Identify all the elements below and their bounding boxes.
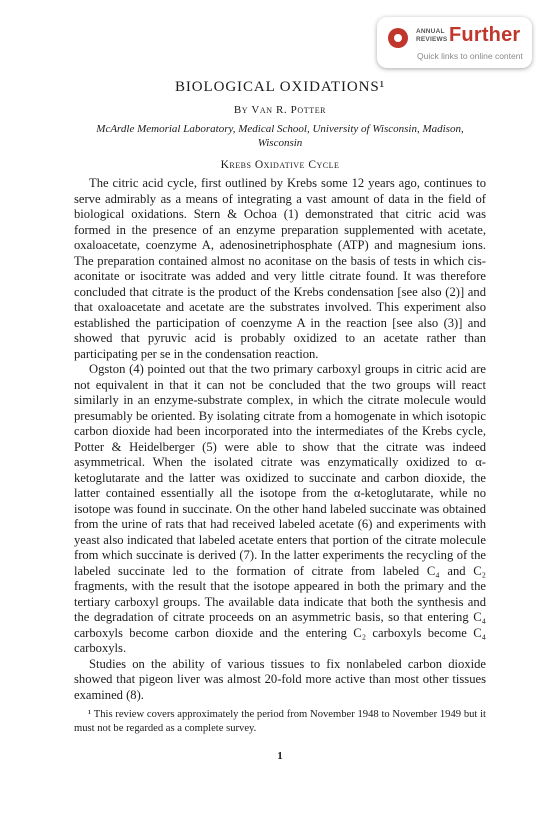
further-badge[interactable] (377, 17, 532, 68)
article-body (74, 176, 486, 703)
publisher-label: ANNUAL REVIEWS (416, 28, 448, 43)
body-paragraph: Studies on the ability of various tissues to fix nonlabeled carbon dioxide showed that pigeon liver was almost 20-fold more active than most other tissues examined (8). (74, 656, 486, 702)
footnote-text: ¹ This review covers approximately the period from November 1948 to November 1949 but it must not be regarded as a complete survey. (74, 709, 486, 734)
further-brand: Further (449, 24, 521, 46)
quick-links-tagline: Quick links to online content (417, 51, 523, 61)
author-affiliation: McArdle Memorial Laboratory, Medical School, University of Wisconsin, Madison, Wisconsin (96, 123, 464, 149)
article-author: By Van R. Potter (233, 104, 327, 116)
footnote (74, 708, 486, 735)
body-paragraph: The citric acid cycle, first outlined by Krebs some 12 years ago, continues to serve admirably as a means of integrating a vast amount of data in the field of biological oxidations. Stern & Ochoa (1) demonstrated that citric acid was formed in the presence of an enzyme preparation supplemented with acetate, oxaloacetate, coenzyme A, adenosinetriphosphate (ATP) and magnesium ions. The preparation contained almost no aconitase on the basis of tests in which cis-aconitate or isocitrate was added and very little citrate found. It was therefore concluded that citrate is the product of the Krebs condensation [see also (2)] and that oxaloacetate and acetate are the substrates involved. This experiment also established the participation of coenzyme A in the reaction [see also (3)] and showed that pyruvic acid is probably oxidized to an acetate rather than participating per se in the condensation reaction. (74, 176, 486, 361)
body-paragraph: Ogston (4) pointed out that the two primary carboxyl groups in citric acid are not equivalent in that it can not be concluded that the two groups will react similarly in an enzyme-substrate complex, in which the citrate molecule would presumably be oriented. By isolating citrate from a homogenate in which isotopic carbon dioxide had been incorporated into the intermediates of the Krebs cycle, Potter & Heidelberger (5) were able to show that the citrate was indeed asymmetrical. When the isolated citrate was enzymatically oxidized to α-ketoglutarate and the latter was oxidized to succinate and carbon dioxide, the latter contained essentially all the isotope from the α-ketoglutarate, while no isotope was found in succinate. On the other hand labeled succinate was obtained from the urine of rats that had received labeled acetate (6) and experiments with yeast also indicated that labeled acetate enters that portion of the citrate molecule from which succinate is derived (7). In the latter experiments the recycling of the labeled succinate led to the formation of citrate from labeled C₄ and C₂ fragments, with the result that the isotope appeared in both the primary and the tertiary carboxyl groups. The available data indicate that both the synthesis and the degradation of citrate proceeds on an asymmetric basis, so that entering C₄ carboxyls become carbon dioxide and the entering C₂ carboxyls become C₄ carboxyls. (74, 362, 486, 655)
annual-reviews-logo-icon (388, 28, 408, 48)
section-heading: Krebs Oxidative Cycle (220, 159, 340, 171)
page-number: 1 (277, 750, 283, 762)
article-title: BIOLOGICAL OXIDATIONS¹ (175, 79, 385, 95)
